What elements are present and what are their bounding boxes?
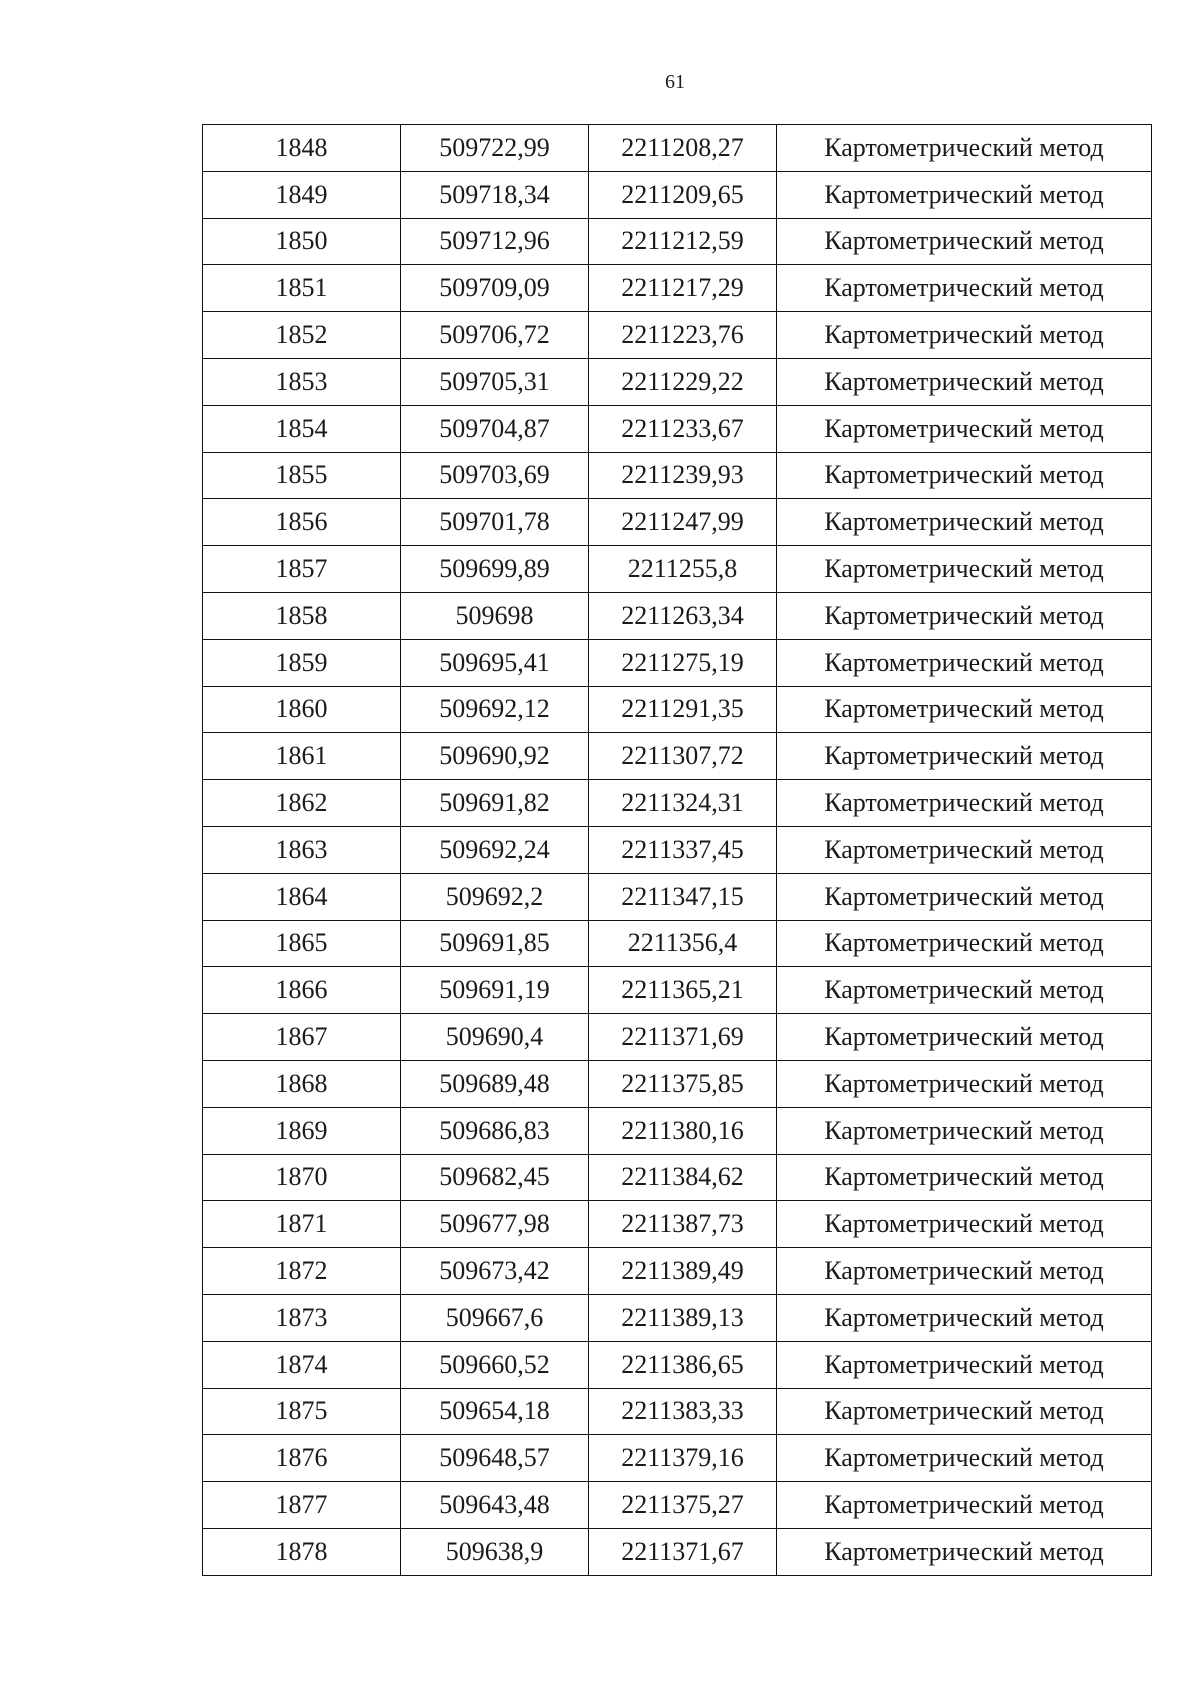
point-number-cell: 1866 bbox=[203, 967, 401, 1014]
y-coordinate-cell: 2211247,99 bbox=[589, 499, 777, 546]
y-coordinate-cell: 2211324,31 bbox=[589, 780, 777, 827]
y-coordinate-cell: 2211229,22 bbox=[589, 358, 777, 405]
x-coordinate-cell: 509692,24 bbox=[401, 826, 589, 873]
x-coordinate-cell: 509701,78 bbox=[401, 499, 589, 546]
method-cell: Картометрический метод bbox=[777, 1435, 1152, 1482]
y-coordinate-cell: 2211389,49 bbox=[589, 1248, 777, 1295]
method-cell: Картометрический метод bbox=[777, 826, 1152, 873]
method-cell: Картометрический метод bbox=[777, 499, 1152, 546]
method-cell: Картометрический метод bbox=[777, 1388, 1152, 1435]
table-row bbox=[203, 1154, 1152, 1201]
point-number-cell: 1857 bbox=[203, 546, 401, 593]
point-number-cell: 1877 bbox=[203, 1482, 401, 1529]
table-row bbox=[203, 218, 1152, 265]
table-row bbox=[203, 1482, 1152, 1529]
method-cell: Картометрический метод bbox=[777, 358, 1152, 405]
method-cell: Картометрический метод bbox=[777, 546, 1152, 593]
point-number-cell: 1876 bbox=[203, 1435, 401, 1482]
y-coordinate-cell: 2211217,29 bbox=[589, 265, 777, 312]
point-number-cell: 1871 bbox=[203, 1201, 401, 1248]
x-coordinate-cell: 509691,82 bbox=[401, 780, 589, 827]
point-number-cell: 1878 bbox=[203, 1528, 401, 1575]
table-row bbox=[203, 873, 1152, 920]
x-coordinate-cell: 509648,57 bbox=[401, 1435, 589, 1482]
table-row bbox=[203, 405, 1152, 452]
point-number-cell: 1864 bbox=[203, 873, 401, 920]
y-coordinate-cell: 2211209,65 bbox=[589, 171, 777, 218]
x-coordinate-cell: 509704,87 bbox=[401, 405, 589, 452]
method-cell: Картометрический метод bbox=[777, 312, 1152, 359]
x-coordinate-cell: 509638,9 bbox=[401, 1528, 589, 1575]
x-coordinate-cell: 509699,89 bbox=[401, 546, 589, 593]
coordinates-table bbox=[202, 124, 1152, 1576]
table-row bbox=[203, 1248, 1152, 1295]
point-number-cell: 1862 bbox=[203, 780, 401, 827]
method-cell: Картометрический метод bbox=[777, 265, 1152, 312]
method-cell: Картометрический метод bbox=[777, 1201, 1152, 1248]
x-coordinate-cell: 509686,83 bbox=[401, 1107, 589, 1154]
point-number-cell: 1850 bbox=[203, 218, 401, 265]
y-coordinate-cell: 2211389,13 bbox=[589, 1294, 777, 1341]
y-coordinate-cell: 2211387,73 bbox=[589, 1201, 777, 1248]
method-cell: Картометрический метод bbox=[777, 405, 1152, 452]
y-coordinate-cell: 2211384,62 bbox=[589, 1154, 777, 1201]
x-coordinate-cell: 509705,31 bbox=[401, 358, 589, 405]
y-coordinate-cell: 2211233,67 bbox=[589, 405, 777, 452]
method-cell: Картометрический метод bbox=[777, 1294, 1152, 1341]
method-cell: Картометрический метод bbox=[777, 1482, 1152, 1529]
point-number-cell: 1858 bbox=[203, 592, 401, 639]
y-coordinate-cell: 2211386,65 bbox=[589, 1341, 777, 1388]
table-row bbox=[203, 826, 1152, 873]
method-cell: Картометрический метод bbox=[777, 873, 1152, 920]
point-number-cell: 1849 bbox=[203, 171, 401, 218]
point-number-cell: 1853 bbox=[203, 358, 401, 405]
table-row bbox=[203, 499, 1152, 546]
y-coordinate-cell: 2211347,15 bbox=[589, 873, 777, 920]
point-number-cell: 1865 bbox=[203, 920, 401, 967]
y-coordinate-cell: 2211208,27 bbox=[589, 125, 777, 172]
method-cell: Картометрический метод bbox=[777, 1060, 1152, 1107]
x-coordinate-cell: 509703,69 bbox=[401, 452, 589, 499]
x-coordinate-cell: 509712,96 bbox=[401, 218, 589, 265]
y-coordinate-cell: 2211212,59 bbox=[589, 218, 777, 265]
y-coordinate-cell: 2211371,69 bbox=[589, 1014, 777, 1061]
point-number-cell: 1869 bbox=[203, 1107, 401, 1154]
coordinates-table-body bbox=[203, 125, 1152, 1576]
y-coordinate-cell: 2211380,16 bbox=[589, 1107, 777, 1154]
point-number-cell: 1848 bbox=[203, 125, 401, 172]
method-cell: Картометрический метод bbox=[777, 1248, 1152, 1295]
x-coordinate-cell: 509692,2 bbox=[401, 873, 589, 920]
method-cell: Картометрический метод bbox=[777, 1154, 1152, 1201]
y-coordinate-cell: 2211239,93 bbox=[589, 452, 777, 499]
x-coordinate-cell: 509673,42 bbox=[401, 1248, 589, 1295]
table-row bbox=[203, 1341, 1152, 1388]
x-coordinate-cell: 509643,48 bbox=[401, 1482, 589, 1529]
method-cell: Картометрический метод bbox=[777, 125, 1152, 172]
method-cell: Картометрический метод bbox=[777, 171, 1152, 218]
table-row bbox=[203, 967, 1152, 1014]
table-row bbox=[203, 1435, 1152, 1482]
x-coordinate-cell: 509690,92 bbox=[401, 733, 589, 780]
x-coordinate-cell: 509660,52 bbox=[401, 1341, 589, 1388]
point-number-cell: 1874 bbox=[203, 1341, 401, 1388]
table-row bbox=[203, 1294, 1152, 1341]
y-coordinate-cell: 2211365,21 bbox=[589, 967, 777, 1014]
point-number-cell: 1867 bbox=[203, 1014, 401, 1061]
method-cell: Картометрический метод bbox=[777, 452, 1152, 499]
table-row bbox=[203, 1528, 1152, 1575]
table-row bbox=[203, 780, 1152, 827]
point-number-cell: 1851 bbox=[203, 265, 401, 312]
x-coordinate-cell: 509690,4 bbox=[401, 1014, 589, 1061]
method-cell: Картометрический метод bbox=[777, 1341, 1152, 1388]
y-coordinate-cell: 2211255,8 bbox=[589, 546, 777, 593]
method-cell: Картометрический метод bbox=[777, 920, 1152, 967]
table-row bbox=[203, 686, 1152, 733]
table-row bbox=[203, 733, 1152, 780]
y-coordinate-cell: 2211275,19 bbox=[589, 639, 777, 686]
point-number-cell: 1859 bbox=[203, 639, 401, 686]
point-number-cell: 1870 bbox=[203, 1154, 401, 1201]
y-coordinate-cell: 2211383,33 bbox=[589, 1388, 777, 1435]
page-number: 61 bbox=[665, 71, 685, 93]
point-number-cell: 1856 bbox=[203, 499, 401, 546]
table-row bbox=[203, 312, 1152, 359]
y-coordinate-cell: 2211291,35 bbox=[589, 686, 777, 733]
y-coordinate-cell: 2211263,34 bbox=[589, 592, 777, 639]
method-cell: Картометрический метод bbox=[777, 218, 1152, 265]
method-cell: Картометрический метод bbox=[777, 592, 1152, 639]
table-row bbox=[203, 920, 1152, 967]
y-coordinate-cell: 2211371,67 bbox=[589, 1528, 777, 1575]
method-cell: Картометрический метод bbox=[777, 1014, 1152, 1061]
point-number-cell: 1860 bbox=[203, 686, 401, 733]
x-coordinate-cell: 509722,99 bbox=[401, 125, 589, 172]
y-coordinate-cell: 2211375,85 bbox=[589, 1060, 777, 1107]
x-coordinate-cell: 509689,48 bbox=[401, 1060, 589, 1107]
method-cell: Картометрический метод bbox=[777, 1528, 1152, 1575]
method-cell: Картометрический метод bbox=[777, 733, 1152, 780]
y-coordinate-cell: 2211337,45 bbox=[589, 826, 777, 873]
x-coordinate-cell: 509698 bbox=[401, 592, 589, 639]
y-coordinate-cell: 2211356,4 bbox=[589, 920, 777, 967]
y-coordinate-cell: 2211223,76 bbox=[589, 312, 777, 359]
table-row bbox=[203, 1060, 1152, 1107]
point-number-cell: 1854 bbox=[203, 405, 401, 452]
y-coordinate-cell: 2211375,27 bbox=[589, 1482, 777, 1529]
point-number-cell: 1861 bbox=[203, 733, 401, 780]
table-row bbox=[203, 125, 1152, 172]
table-row bbox=[203, 546, 1152, 593]
y-coordinate-cell: 2211379,16 bbox=[589, 1435, 777, 1482]
x-coordinate-cell: 509691,19 bbox=[401, 967, 589, 1014]
x-coordinate-cell: 509706,72 bbox=[401, 312, 589, 359]
x-coordinate-cell: 509718,34 bbox=[401, 171, 589, 218]
point-number-cell: 1852 bbox=[203, 312, 401, 359]
method-cell: Картометрический метод bbox=[777, 967, 1152, 1014]
x-coordinate-cell: 509692,12 bbox=[401, 686, 589, 733]
table-row bbox=[203, 1014, 1152, 1061]
x-coordinate-cell: 509691,85 bbox=[401, 920, 589, 967]
point-number-cell: 1875 bbox=[203, 1388, 401, 1435]
x-coordinate-cell: 509677,98 bbox=[401, 1201, 589, 1248]
table-row bbox=[203, 452, 1152, 499]
table-row bbox=[203, 1201, 1152, 1248]
table-row bbox=[203, 1107, 1152, 1154]
table-row bbox=[203, 639, 1152, 686]
method-cell: Картометрический метод bbox=[777, 1107, 1152, 1154]
method-cell: Картометрический метод bbox=[777, 639, 1152, 686]
x-coordinate-cell: 509654,18 bbox=[401, 1388, 589, 1435]
point-number-cell: 1868 bbox=[203, 1060, 401, 1107]
point-number-cell: 1872 bbox=[203, 1248, 401, 1295]
x-coordinate-cell: 509682,45 bbox=[401, 1154, 589, 1201]
point-number-cell: 1855 bbox=[203, 452, 401, 499]
table-row bbox=[203, 171, 1152, 218]
x-coordinate-cell: 509667,6 bbox=[401, 1294, 589, 1341]
x-coordinate-cell: 509695,41 bbox=[401, 639, 589, 686]
point-number-cell: 1873 bbox=[203, 1294, 401, 1341]
table-row bbox=[203, 1388, 1152, 1435]
method-cell: Картометрический метод bbox=[777, 686, 1152, 733]
point-number-cell: 1863 bbox=[203, 826, 401, 873]
table-row bbox=[203, 358, 1152, 405]
table-row bbox=[203, 265, 1152, 312]
x-coordinate-cell: 509709,09 bbox=[401, 265, 589, 312]
table-row bbox=[203, 592, 1152, 639]
y-coordinate-cell: 2211307,72 bbox=[589, 733, 777, 780]
method-cell: Картометрический метод bbox=[777, 780, 1152, 827]
